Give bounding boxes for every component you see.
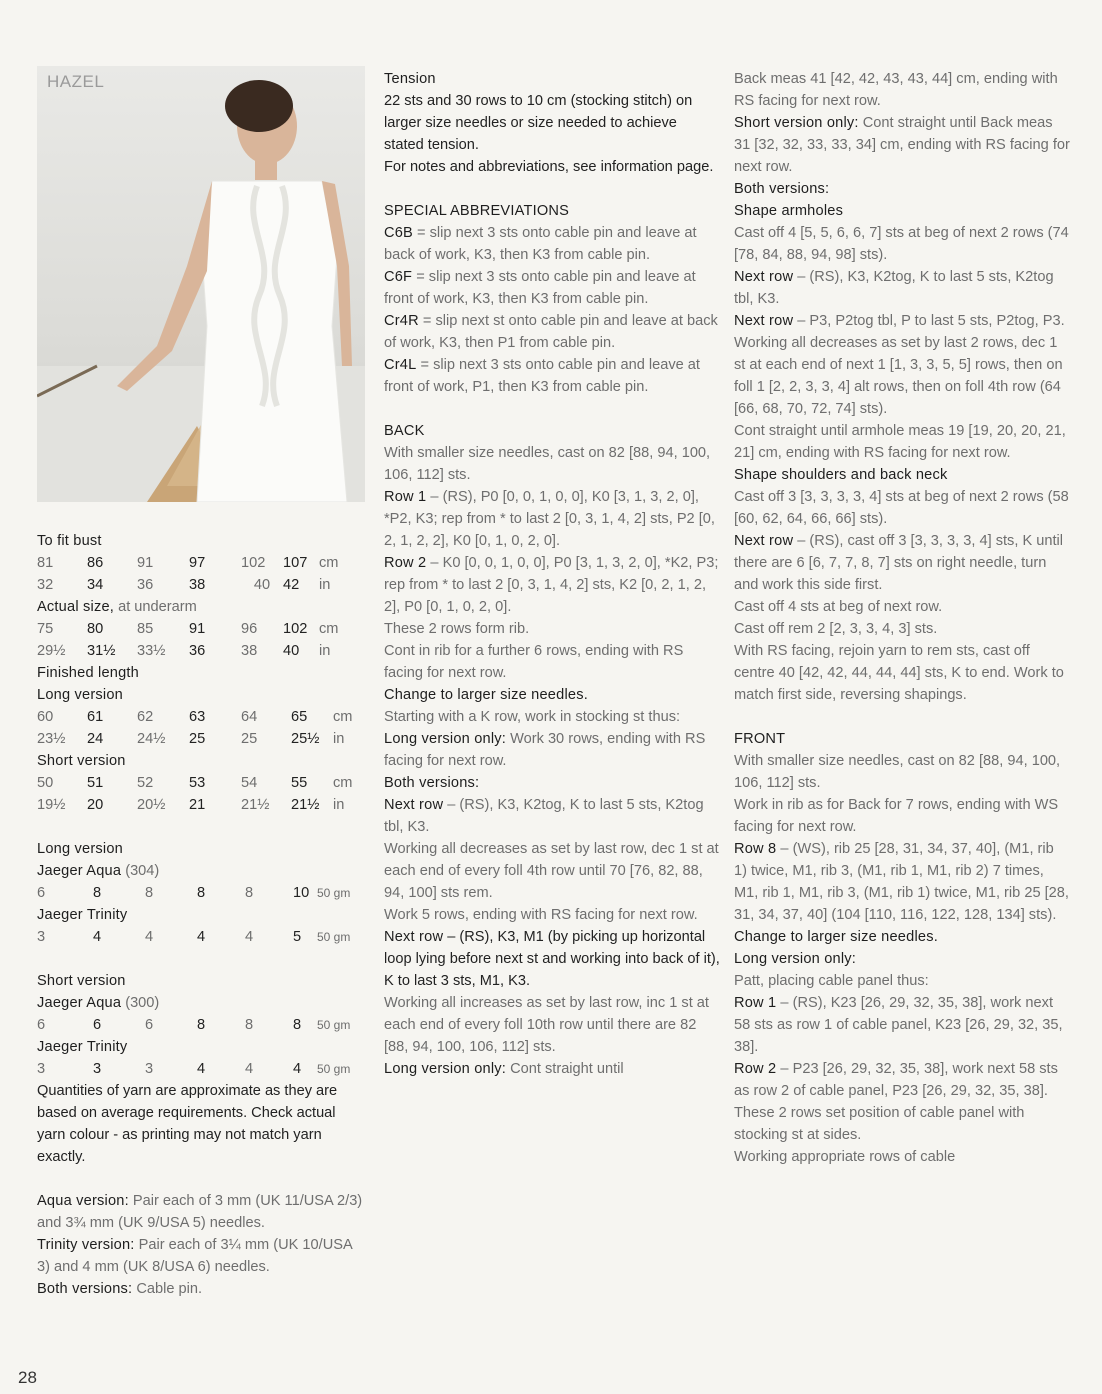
cont-rib: Cont in rib for a further 6 rows, ending with RS facing for next row. [384, 643, 684, 681]
front-change-larger: Change to larger size needles. [734, 929, 938, 945]
sizes-column [37, 530, 367, 1300]
yarn-note: Quantities of yarn are approximate as they are based on average requirements. Check actual yarn colour - as printing may not match yarn exactly. [37, 1083, 338, 1165]
back-meas: Back meas 41 [42, 42, 43, 43, 44] cm, ending with RS facing for next row. [734, 71, 1058, 109]
abbr-cr4l: Cr4L = slip next 3 sts onto cable pin and leave at front of work, P1, then K3 from cable pin. [384, 357, 700, 395]
short-only: Short version only: Cont straight until Back meas 31 [32, 32, 33, 33, 34] cm, ending with RS facing for next row. [734, 115, 1070, 175]
trinity-needles: Trinity version: Pair each of 3¼ mm (UK 10/USA 3) and 4 mm (UK 8/USA 6) needles. [37, 1237, 352, 1275]
table-row: 32 34 36 38 40 42 in [37, 577, 331, 593]
shape-shoulders-heading: Shape shoulders and back neck [734, 467, 948, 483]
trinity-long-label: Jaeger Trinity [37, 907, 128, 923]
pattern-title: HAZEL [47, 72, 105, 91]
table-row: 6 6 6 8 8 8 50 gm [37, 1017, 351, 1033]
front-rib: Work in rib as for Back for 7 rows, ending with WS facing for next row. [734, 797, 1059, 835]
trinity-short-table [37, 1058, 350, 1080]
armhole-next-ws: Next row – P3, P2tog tbl, P to last 5 sts, P2tog, P3. [734, 313, 1065, 329]
long-only-cont: Long version only: Cont straight until [384, 1061, 624, 1077]
front-long-only: Long version only: [734, 951, 857, 967]
long-length-table [37, 706, 352, 750]
notes-text: For notes and abbreviations, see information page. [384, 159, 714, 175]
aqua-needles: Aqua version: Pair each of 3 mm (UK 11/USA 2/3) and 3¾ mm (UK 9/USA 5) needles. [37, 1193, 363, 1231]
armhole-cont: Cont straight until armhole meas 19 [19, 20, 20, 21, 21] cm, ending with RS facing for next row. [734, 423, 1066, 461]
page-number: 28 [18, 1368, 37, 1387]
armhole-next-rs: Next row – (RS), K3, K2tog, K to last 5 sts, K2tog tbl, K3. [734, 269, 1054, 307]
front-row-1: Row 1 – (RS), K23 [26, 29, 32, 35, 38], work next 58 sts as row 1 of cable panel, K23 [26, 29, 32, 35, 38]. [734, 995, 1063, 1055]
table-row: 23½ 24 24½ 25 25 25½ in [37, 731, 345, 747]
table-row: 60 61 62 63 64 65 cm [37, 709, 353, 725]
both-versions-label: Both versions: [384, 775, 480, 791]
yarn-short-label: Short version [37, 973, 126, 989]
shoulder-next-row: Next row – (RS), cast off 3 [3, 3, 3, 3, 4] sts, K until there are 6 [6, 7, 7, 8, 7] sts on right needle, turn and work this side first. [734, 533, 1064, 593]
yarn-long-label: Long version [37, 841, 123, 857]
aqua-long-table [37, 882, 350, 904]
tension-text: 22 sts and 30 rows to 10 cm (stocking stitch) on larger size needles or size needed to achieve stated tension. [384, 93, 693, 153]
trinity-long-table [37, 926, 350, 948]
both-versions-label-3: Both versions: [734, 181, 830, 197]
armhole-working: Working all decreases as set by last 2 rows, dec 1 st at each end of next 1 [1, 3, 3, 5, 5] rows, then on foll 1 [2, 2, 3, 3, 4] alt rows, then on foll 4th row (64 [66, 68, 70, 72, 74] sts). [734, 335, 1063, 417]
abbr-cr4r: Cr4R = slip next st onto cable pin and leave at back of work, K3, then P1 from cable pin. [384, 313, 718, 351]
long-only: Long version only: Work 30 rows, ending with RS facing for next row. [384, 731, 706, 769]
rib-form: These 2 rows form rib. [384, 621, 530, 637]
front-heading: FRONT [734, 731, 786, 747]
table-row: 3 3 3 4 4 4 50 gm [37, 1061, 351, 1077]
model-photo [37, 66, 365, 502]
back-heading: BACK [384, 423, 425, 439]
finished-length-label: Finished length [37, 665, 139, 681]
abbr-c6b: C6B = slip next 3 sts onto cable pin and leave at back of work, K3, then K3 from cable pin. [384, 225, 697, 263]
both-needles: Both versions: Cable pin. [37, 1281, 203, 1297]
table-row: 50 51 52 53 54 55 cm [37, 775, 353, 791]
change-larger: Change to larger size needles. [384, 687, 588, 703]
working-increases: Working all increases as set by last row, inc 1 st at each end of every foll 10th row until there are 82 [88, 94, 100, 106, 112] sts. [384, 995, 709, 1055]
shape-armholes-heading: Shape armholes [734, 203, 844, 219]
next-row-inc: Next row – (RS), K3, M1 (by picking up horizontal loop lying before next st and working into back of it), K to last 3 sts, M1, K3. [384, 929, 720, 989]
shoulder-cast-off: Cast off 3 [3, 3, 3, 3, 4] sts at beg of next 2 rows (58 [60, 62, 64, 66, 66] sts). [734, 489, 1069, 527]
cast-off-beg: Cast off 4 sts at beg of next row. [734, 599, 943, 615]
abbr-c6f: C6F = slip next 3 sts onto cable pin and leave at front of work, K3, then K3 from cable pin. [384, 269, 696, 307]
special-abbreviations-heading: SPECIAL ABBREVIATIONS [384, 203, 570, 219]
work-5-rows: Work 5 rows, ending with RS facing for next row. [384, 907, 698, 923]
table-row: 81 86 91 97 102 107 cm [37, 555, 339, 571]
short-length-table [37, 772, 352, 816]
bust-table [37, 552, 338, 596]
instructions-column-3 [734, 68, 1070, 1168]
front-patt: Patt, placing cable panel thus: [734, 973, 929, 989]
set-position: These 2 rows set position of cable panel with stocking st at sides. [734, 1105, 1025, 1143]
rejoin-yarn: With RS facing, rejoin yarn to rem sts, cast off centre 40 [42, 42, 44, 44, 44] sts, K to end. Work to match first side, reversing shapings. [734, 643, 1064, 703]
actual-size-table [37, 618, 338, 662]
short-version-label: Short version [37, 753, 126, 769]
table-row: 75 80 85 91 96 102 cm [37, 621, 339, 637]
tension-label: Tension [384, 71, 436, 87]
front-cast-on: With smaller size needles, cast on 82 [88, 94, 100, 106, 112] sts. [734, 753, 1061, 791]
armhole-cast-off: Cast off 4 [5, 5, 6, 6, 7] sts at beg of next 2 rows (74 [78, 84, 88, 94, 98] sts). [734, 225, 1069, 263]
working-decreases: Working all decreases as set by last row, dec 1 st at each end of every foll 4th row until 70 [76, 82, 88, 94, 100] sts rem. [384, 841, 719, 901]
table-row: 19½ 20 20½ 21 21½ 21½ in [37, 797, 345, 813]
cast-off-rem: Cast off rem 2 [2, 3, 3, 4, 3] sts. [734, 621, 938, 637]
back-cast-on: With smaller size needles, cast on 82 [88, 94, 100, 106, 112] sts. [384, 445, 711, 483]
aqua-short-label: Jaeger Aqua (300) [37, 995, 160, 1011]
actual-size-label: Actual size, at underarm [37, 599, 197, 615]
starting-stocking: Starting with a K row, work in stocking st thus: [384, 709, 681, 725]
aqua-long-label: Jaeger Aqua (304) [37, 863, 160, 879]
table-row: 29½ 31½ 33½ 36 38 40 in [37, 643, 331, 659]
table-row: 6 8 8 8 8 10 50 gm [37, 885, 351, 901]
model-illustration [37, 66, 365, 502]
next-row-dec: Next row – (RS), K3, K2tog, K to last 5 sts, K2tog tbl, K3. [384, 797, 704, 835]
back-row-1: Row 1 – (RS), P0 [0, 0, 1, 0, 0], K0 [3, 1, 3, 2, 0], *P2, K3; rep from * to last 2 [0, 3, 1, 4, 2] sts, P2 [0, 2, 1, 2, 2], K0 [0, 1, 0, 2, 0]. [384, 489, 715, 549]
aqua-short-table [37, 1014, 350, 1036]
long-version-label: Long version [37, 687, 123, 703]
back-row-2: Row 2 – K0 [0, 0, 1, 0, 0], P0 [3, 1, 3, 2, 0], *K2, P3; rep from * to last 2 [0, 3, 1, 4, 2] sts, K2 [0, 2, 1, 2, 2], P0 [0, 1, 0, 2, 0]. [384, 555, 719, 615]
working-rows: Working appropriate rows of cable [734, 1149, 956, 1165]
front-row-2: Row 2 – P23 [26, 29, 32, 35, 38], work next 58 sts as row 2 of cable panel, P23 [26, 29, 32, 35, 38]. [734, 1061, 1058, 1099]
table-row: 3 4 4 4 4 5 50 gm [37, 929, 351, 945]
to-fit-bust-label: To fit bust [37, 533, 102, 549]
instructions-column-2 [384, 68, 720, 1080]
front-row-8: Row 8 – (WS), rib 25 [28, 31, 34, 37, 40], (M1, rib 1) twice, M1, rib 3, (M1, rib 1, M1, rib 2) 7 times, M1, rib 1, M1, rib 3, (M1, rib 1) twice, M1, rib 25 [28, 31, 34, 37, 40] (104 [110, 116, 122, 128, 134] sts). [734, 841, 1069, 923]
trinity-short-label: Jaeger Trinity [37, 1039, 128, 1055]
